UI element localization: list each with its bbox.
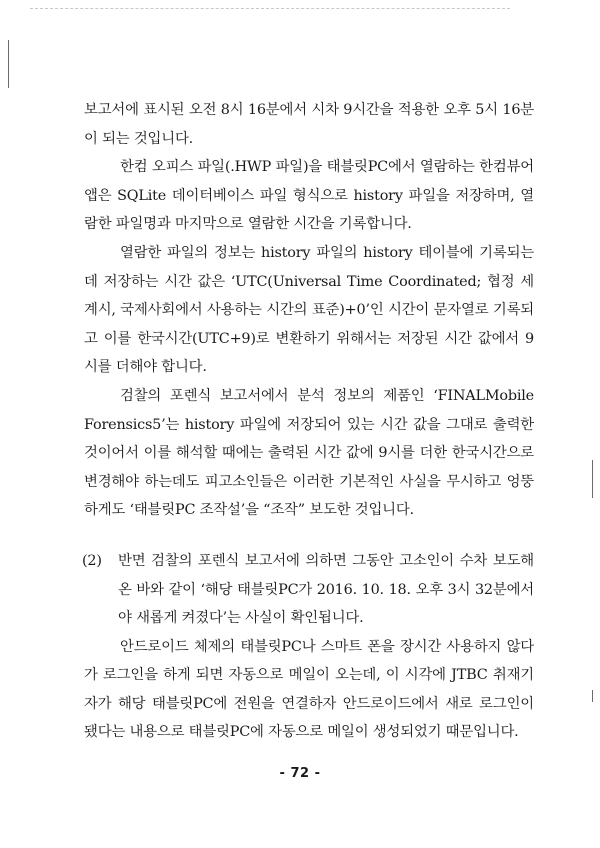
scan-artifact-left-mark xyxy=(8,40,9,88)
scan-artifact-right-mark xyxy=(592,460,593,498)
paragraph-continuation: 보고서에 표시된 오전 8시 16분에서 시차 9시간을 적용한 오후 5시 16분이 되는 것입니다. xyxy=(84,102,534,147)
paragraph-android-mail: 안드로이드 체제의 태블릿PC나 스마트 폰을 장시간 사용하지 않다가 로그인을 하게 되면 자동으로 메일이 오는데, 이 시각에 JTBC 취재기자가 해당 태블릿PC에 전원을 연결하자 안드로이드에서 새로 로그인이 됐다는 내용으로 태블릿PC에 자동으로 메일이 생성되었기 때문입니다. xyxy=(84,638,534,741)
paragraph-hancom-viewer: 한컴 오피스 파일(.HWP 파일)을 태블릿PC에서 열람하는 한컴뷰어 앱은 SQLite 데이터베이스 파일 형식으로 history 파일을 저장하며, 열람한 파일명과 마지막으로 열람한 시간을 기록합니다. xyxy=(84,159,534,233)
document-body xyxy=(84,96,534,747)
section-2-text: 반면 검찰의 포렌식 보고서에 의하면 그동안 고소인이 수차 보도해 온 바와 같이 ‘해당 태블릿PC가 2016. 10. 18. 오후 3시 32분에서야 새롭게 켜졌다’는 사실이 확인됩니다. xyxy=(118,552,534,627)
page-number: - 72 - xyxy=(279,766,321,781)
scan-artifact-top-line xyxy=(30,8,510,10)
section-2 xyxy=(84,547,534,633)
paragraph-history-table: 열람한 파일의 정보는 history 파일의 history 테이블에 기록되는데 저장하는 시간 값은 ‘UTC(Universal Time Coordinated; 협정 세계시, 국제사회에서 사용하는 시간의 표준)+0’인 시간이 문자열로 기록되고 이를 한국시간(UTC+9)로 변환하기 위해서는 저장된 시간 값에서 9시를 더해야 합니다. xyxy=(84,244,534,376)
section-2-number: (2) xyxy=(82,552,102,569)
paragraph-forensic-report: 검찰의 포렌식 보고서에서 분석 정보의 제품인 ‘FINALMobile Forensics5’는 history 파일에 저장되어 있는 시간 값을 그대로 출력한 것이어서 이를 해석할 때에는 출력된 시간 값에 9시를 더한 한국시간으로 변경해야 하는데도 피고소인들은 이러한 기본적인 사실을 무시하고 엉뚱하게도 ‘태블릿PC 조작설’을 “조작” 보도한 것입니다. xyxy=(84,387,534,519)
scan-artifact-right-mark-small xyxy=(592,690,593,702)
